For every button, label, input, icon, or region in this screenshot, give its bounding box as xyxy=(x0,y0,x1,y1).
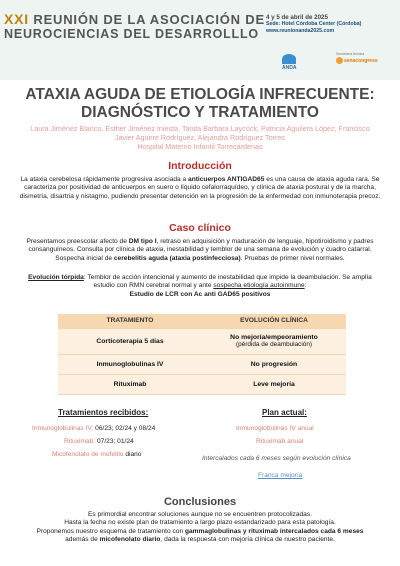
sponsor-logos xyxy=(270,52,396,72)
received-item-rituximab xyxy=(64,438,134,446)
case-text-a: Presentamos preescolar afecto de xyxy=(26,238,129,245)
poster-title xyxy=(0,86,400,122)
event-title-line2: NEUROCIENCIAS DEL DESARROLLLO xyxy=(4,27,259,41)
conclusions-line3-b: gammaglobulinas y rituximab intercalados cada 6 meses xyxy=(184,527,364,535)
intro-text-b: anticuerpos ANTIGAD65 xyxy=(188,176,265,183)
anda-logo-icon xyxy=(282,54,296,64)
case-text-c: , retraso en adquisición y maduración de lenguaje, hipotiroidismo y padres consanguíneos. Consulta por clínica de ataxia, inestabilidad y temblor de una semana de evolución y cuadro catarral. Sospecha inicial de xyxy=(28,238,374,262)
intro-text-a: La ataxia cerebelosa rápidamente progresiva asociada a xyxy=(20,176,189,183)
event-title-line1: REUNIÓN DE LA ASOCIACIÓN DE xyxy=(28,12,265,27)
intro-text-c: es una causa de ataxia aguda rara. Se caracteriza por positividad de anticuerpos en suero o líquido cefalorraquídeo, y clínica de ataxia postural y de la marcha, dismetría, disartria y nistagmo, pudiendo presentar detención en la progresión de la enfermedad con inmunoterapia precoz. xyxy=(19,176,381,200)
conclusions-line4-c: , dada la respuesta con mejoría clínica de nuestro paciente. xyxy=(160,536,335,544)
conclusions-paragraph xyxy=(18,511,382,545)
received-ivig-dates: 06/23; 02/24 y 08/24 xyxy=(93,425,156,432)
table-row xyxy=(58,374,346,394)
header-banner xyxy=(0,0,400,80)
evolution-main: No mejoría/empeoramiento xyxy=(230,334,318,341)
case-evolution-label: Evolución tórpida xyxy=(28,274,84,281)
event-website[interactable]: www.reunionanda2025.com xyxy=(266,28,335,34)
table-cell-evolution xyxy=(202,328,346,354)
event-title xyxy=(4,12,265,42)
current-plan-heading: Plan actual: xyxy=(262,408,307,417)
conclusions-heading: Conclusiones xyxy=(163,496,237,508)
received-rituximab-dates: 07/23; 01/24 xyxy=(95,438,134,445)
conclusions-line4-b: micofenolato diario xyxy=(99,536,161,544)
case-text-b: DM tipo I xyxy=(128,238,157,245)
poster-title-line2: DIAGNÓSTICO Y TRATAMIENTO xyxy=(81,104,319,121)
plan-item-interval: Intercalados cada 6 meses según evolución clínica xyxy=(202,455,351,462)
authors-line1: Laura Jiménez Blanco, Esther Jiménez Iniesta, Tanita Barbara Laycock, Patricia Aguilera López, Francisco xyxy=(30,124,370,133)
received-rituximab-label: Rituximab: xyxy=(64,438,96,445)
table-cell-evolution: Leve mejoría xyxy=(202,374,346,394)
case-paragraph xyxy=(18,238,382,263)
case-text-d: cerebelitis aguda (ataxia postinfecciosa) xyxy=(113,254,241,262)
table-row xyxy=(58,354,346,374)
case-text-e: . Pruebas de primer nivel normales. xyxy=(240,254,345,262)
case-evolution-colon: : xyxy=(304,282,307,290)
received-mycophenolate-label: Micofenolato de mofetilo xyxy=(52,451,124,458)
senacongress-caption: Secretaría técnica xyxy=(336,52,365,56)
evolution-sub: (pérdida de deambulación) xyxy=(235,341,313,348)
table-header-row xyxy=(58,314,346,328)
received-item-mycophenolate xyxy=(52,451,141,459)
intro-heading: Introducción xyxy=(168,160,232,172)
received-ivig-label: Inmunoglobulinas IV: xyxy=(32,425,94,432)
authors-affiliation: Hospital Materno Infantil Torrecárdenas xyxy=(137,142,263,151)
received-mycophenolate-frequency: diario xyxy=(123,451,142,458)
table-cell-treatment: Inmunoglobulinas IV xyxy=(58,354,202,374)
case-evolution-text: : Temblor de acción intencional y aumento de inestabilidad que impide la deambulación. Se amplía estudio con RMN cerebral normal y ante xyxy=(83,274,372,290)
authors xyxy=(20,124,380,151)
conclusions-line3-a: Proponemos nuestro esquema de tratamiento con xyxy=(36,527,185,535)
received-treatments-heading: Tratamientos recibidos: xyxy=(58,408,149,417)
case-evolution-suspect: sospecha etiología autoinmune xyxy=(213,282,305,290)
plan-item-rituximab: Rituximab anual xyxy=(256,438,304,445)
treatment-table xyxy=(58,314,346,395)
conclusions-line2: Hasta la fecha no existe plan de tratamiento a largo plazo estandarizado para esta patología. xyxy=(64,519,336,527)
senacongress-logo-text: senacongress xyxy=(344,57,378,64)
conclusions-line1: Es primordial encontrar soluciones aunque no se encuentren protocolizadas. xyxy=(88,511,312,518)
plan-item-outcome: Franca mejoría xyxy=(258,472,303,479)
event-date: 4 y 5 de abril de 2025 xyxy=(266,14,328,21)
conclusions-line4-a: además de xyxy=(65,536,100,544)
table-cell-treatment: Corticoterapia 5 días xyxy=(58,328,202,354)
table-cell-evolution: No progresión xyxy=(202,354,346,374)
anda-logo xyxy=(282,54,296,71)
event-info xyxy=(266,14,396,35)
event-edition: XXI xyxy=(4,11,29,27)
senacongress-logo xyxy=(336,52,378,64)
table-header-evolution: EVOLUCIÓN CLÍNICA xyxy=(202,314,346,328)
received-item-ivig xyxy=(32,425,155,433)
authors-line2: Javier Aguirre Rodríguez, Alejandra Rodríguez Torres xyxy=(114,133,286,142)
event-venue: Sede: Hotel Córdoba Center (Córdoba) xyxy=(266,21,362,27)
intro-paragraph xyxy=(18,176,382,201)
case-lcr-result: Estudio de LCR con Ac anti GAD65 positivos xyxy=(129,290,271,298)
plan-item-ivig: Inmunoglobulinas IV anual xyxy=(236,425,314,432)
case-evolution-paragraph xyxy=(18,274,382,299)
poster-title-line1: ATAXIA AGUDA DE ETIOLOGÍA INFRECUENTE: xyxy=(25,86,375,103)
anda-logo-text: ANDA xyxy=(282,65,297,71)
table-header-treatment: TRATAMIENTO xyxy=(58,314,202,328)
case-heading: Caso clínico xyxy=(169,222,231,234)
table-cell-treatment: Rituximab xyxy=(58,374,202,394)
senacongress-logo-icon xyxy=(336,57,343,64)
table-row xyxy=(58,328,346,354)
